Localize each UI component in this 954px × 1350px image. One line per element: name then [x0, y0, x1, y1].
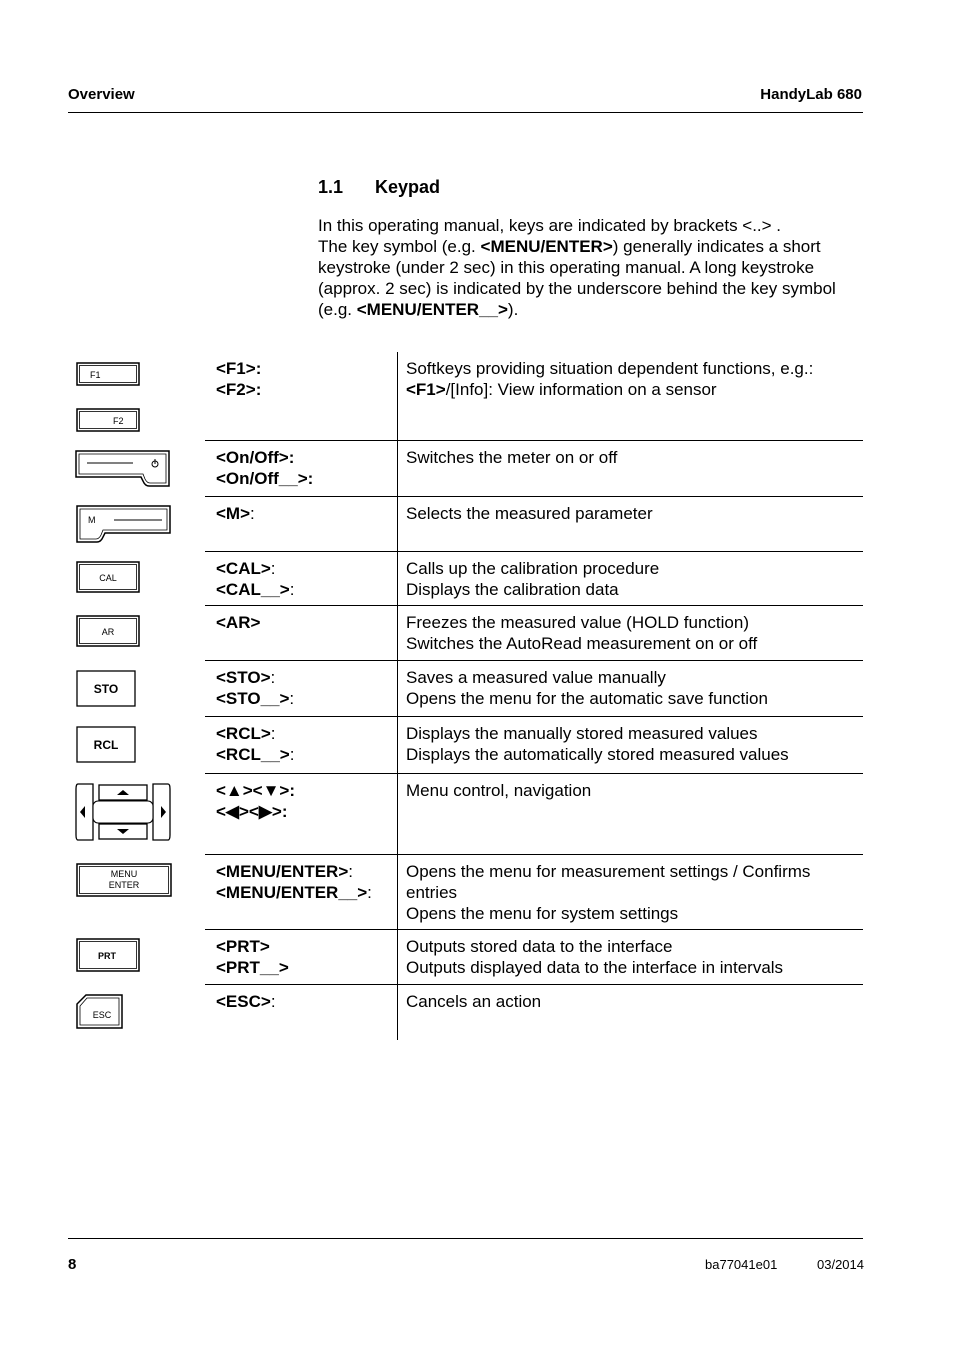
- description-line: Displays the automatically stored measured values: [406, 745, 789, 764]
- ar-key-icon: [76, 615, 142, 649]
- key-colon: :: [270, 559, 276, 578]
- intro-text-fragment: The key symbol (e.g.: [318, 237, 481, 256]
- key-name: <F2>:: [216, 380, 262, 399]
- key-names: [216, 558, 396, 600]
- key-name: <PRT>: [216, 937, 270, 956]
- intro-long-key-example: <MENU/ENTER__>: [356, 300, 508, 319]
- key-name: [216, 861, 396, 882]
- key-colon: :: [270, 724, 276, 743]
- key-description: [406, 780, 856, 801]
- description-line: Outputs displayed data to the interface in intervals: [406, 958, 784, 977]
- key-description: [406, 936, 856, 978]
- cal-key-icon: [76, 561, 142, 595]
- description-line: [406, 379, 856, 400]
- table-row-rcl: [205, 716, 863, 774]
- key-names: [216, 723, 396, 765]
- sto-key-icon: [76, 670, 138, 710]
- document-date: 03/2014: [817, 1257, 864, 1272]
- key-description: [406, 358, 856, 400]
- footer-rule: [68, 1238, 863, 1239]
- key-colon: :: [250, 504, 255, 523]
- section-title: Keypad: [375, 177, 441, 197]
- key-description: [406, 667, 856, 709]
- description-key: <F1>: [406, 380, 446, 399]
- key-symbol: <ESC>: [216, 992, 271, 1011]
- prt-key-label: PRT: [98, 951, 116, 961]
- key-name: [216, 667, 396, 688]
- key-names: [216, 447, 396, 489]
- section-number: 1.1: [318, 177, 344, 197]
- menu-enter-key-icon: [76, 863, 174, 900]
- description-line: Displays the calibration data: [406, 580, 619, 599]
- sto-key-label: STO: [93, 682, 119, 696]
- key-names: [216, 667, 396, 709]
- key-name: [216, 882, 396, 903]
- key-name: <PRT__>: [216, 958, 289, 977]
- key-name: [216, 579, 396, 600]
- table-row-ar: [205, 605, 863, 661]
- description-line: Outputs stored data to the interface: [406, 937, 673, 956]
- key-description: [406, 612, 856, 654]
- key-colon: :: [289, 745, 295, 764]
- key-name: <On/Off>:: [216, 448, 295, 467]
- description-line: Opens the menu for system settings: [406, 904, 679, 923]
- m-key-label: M: [88, 515, 96, 525]
- power-key-icon: [75, 450, 173, 490]
- key-symbol: <RCL__>: [216, 745, 290, 764]
- key-symbol: <STO>: [216, 668, 271, 687]
- key-colon: :: [289, 689, 295, 708]
- key-symbol: <RCL>: [216, 724, 271, 743]
- description-line: Switches the meter on or off: [406, 448, 618, 467]
- description-line: Selects the measured parameter: [406, 504, 653, 523]
- key-names: [216, 861, 396, 903]
- key-names: [216, 780, 396, 822]
- rcl-key-label: RCL: [93, 738, 119, 752]
- intro-key-example: <MENU/ENTER>: [480, 237, 613, 256]
- key-symbol: <CAL__>: [216, 580, 290, 599]
- key-name: <AR>: [216, 613, 261, 632]
- key-name: [216, 991, 396, 1012]
- esc-key-label: ESC: [92, 1010, 112, 1020]
- key-description: [406, 861, 856, 924]
- table-row-on-off: [205, 440, 863, 497]
- page-number: 8: [68, 1256, 77, 1273]
- header-section-title: Overview: [68, 86, 135, 103]
- key-names: [216, 503, 396, 524]
- table-row-arrows: [205, 773, 863, 855]
- key-description: [406, 558, 856, 600]
- intro-paragraph-1: In this operating manual, keys are indicated by brackets <..> .: [318, 216, 782, 235]
- key-names: [216, 991, 396, 1012]
- key-description: [406, 503, 856, 524]
- description-line: Calls up the calibration procedure: [406, 559, 660, 578]
- esc-key-icon: [76, 994, 126, 1032]
- key-name: <F1>:: [216, 359, 262, 378]
- key-colon: :: [289, 580, 295, 599]
- key-name: [216, 723, 396, 744]
- f1-key-label: F1: [90, 370, 101, 380]
- ar-key-label: AR: [101, 627, 115, 637]
- table-row-sto: [205, 660, 863, 717]
- key-names: [216, 612, 396, 633]
- header-product-name: HandyLab 680: [760, 86, 862, 103]
- key-description: [406, 447, 856, 468]
- document-id: ba77041e01: [705, 1257, 778, 1272]
- key-description: [406, 723, 856, 765]
- description-line: Switches the AutoRead measurement on or off: [406, 634, 758, 653]
- key-symbol: <MENU/ENTER>: [216, 862, 349, 881]
- description-line: Freezes the measured value (HOLD function): [406, 613, 749, 632]
- f2-key-icon: [76, 408, 142, 434]
- key-names: [216, 358, 396, 400]
- key-colon: :: [367, 883, 372, 902]
- description-line: Saves a measured value manually: [406, 668, 666, 687]
- table-row-m: [205, 496, 863, 552]
- f2-key-label: F2: [113, 416, 124, 426]
- description-line: Menu control, navigation: [406, 781, 592, 800]
- description-line: Displays the manually stored measured values: [406, 724, 758, 743]
- intro-text: [318, 215, 863, 320]
- key-name: <▲><▼>:: [216, 781, 296, 800]
- key-name: <On/Off__>:: [216, 469, 314, 488]
- f1-key-icon: [76, 362, 142, 388]
- enter-key-label: ENTER: [108, 880, 140, 890]
- m-key-icon: [76, 505, 174, 545]
- key-description: [406, 991, 856, 1012]
- key-symbol: <M>: [216, 504, 251, 523]
- table-row-softkeys: [205, 352, 863, 440]
- description-line: Opens the menu for measurement settings / Confirms entries: [406, 862, 811, 902]
- rcl-key-icon: [76, 726, 138, 766]
- key-name: <◀><▶>:: [216, 802, 288, 821]
- intro-text-fragment: ).: [507, 300, 519, 319]
- table-row-menu-enter: [205, 854, 863, 930]
- key-symbol: <CAL>: [216, 559, 271, 578]
- arrow-keys-icon: [75, 783, 174, 843]
- key-colon: :: [270, 992, 276, 1011]
- key-name: [216, 503, 396, 524]
- key-colon: :: [348, 862, 353, 881]
- key-name: [216, 688, 396, 709]
- key-symbol: <STO__>: [216, 689, 290, 708]
- key-name: [216, 558, 396, 579]
- description-text: /[Info]: View information on a sensor: [445, 380, 717, 399]
- description-line: Opens the menu for the automatic save function: [406, 689, 768, 708]
- table-row-cal: [205, 551, 863, 606]
- table-row-esc: [205, 984, 863, 1041]
- key-names: [216, 936, 396, 978]
- key-name: [216, 744, 396, 765]
- header-rule: [68, 112, 863, 113]
- menu-key-label: MENU: [110, 869, 138, 879]
- table-row-prt: [205, 929, 863, 985]
- description-line: Softkeys providing situation dependent functions, e.g.:: [406, 359, 814, 378]
- prt-key-icon: [76, 938, 142, 974]
- key-colon: :: [270, 668, 276, 687]
- cal-key-label: CAL: [99, 573, 117, 583]
- key-symbol: <MENU/ENTER__>: [216, 883, 368, 902]
- description-line: Cancels an action: [406, 992, 542, 1011]
- intro-text-fragment: ) generally indicates a short keystroke (under 2 sec) in this operating manual. A long keystroke (approx. 2 sec) is indicated by the underscore behind the key symbol (e.g.: [318, 237, 836, 319]
- intro-paragraph-2: [318, 236, 863, 320]
